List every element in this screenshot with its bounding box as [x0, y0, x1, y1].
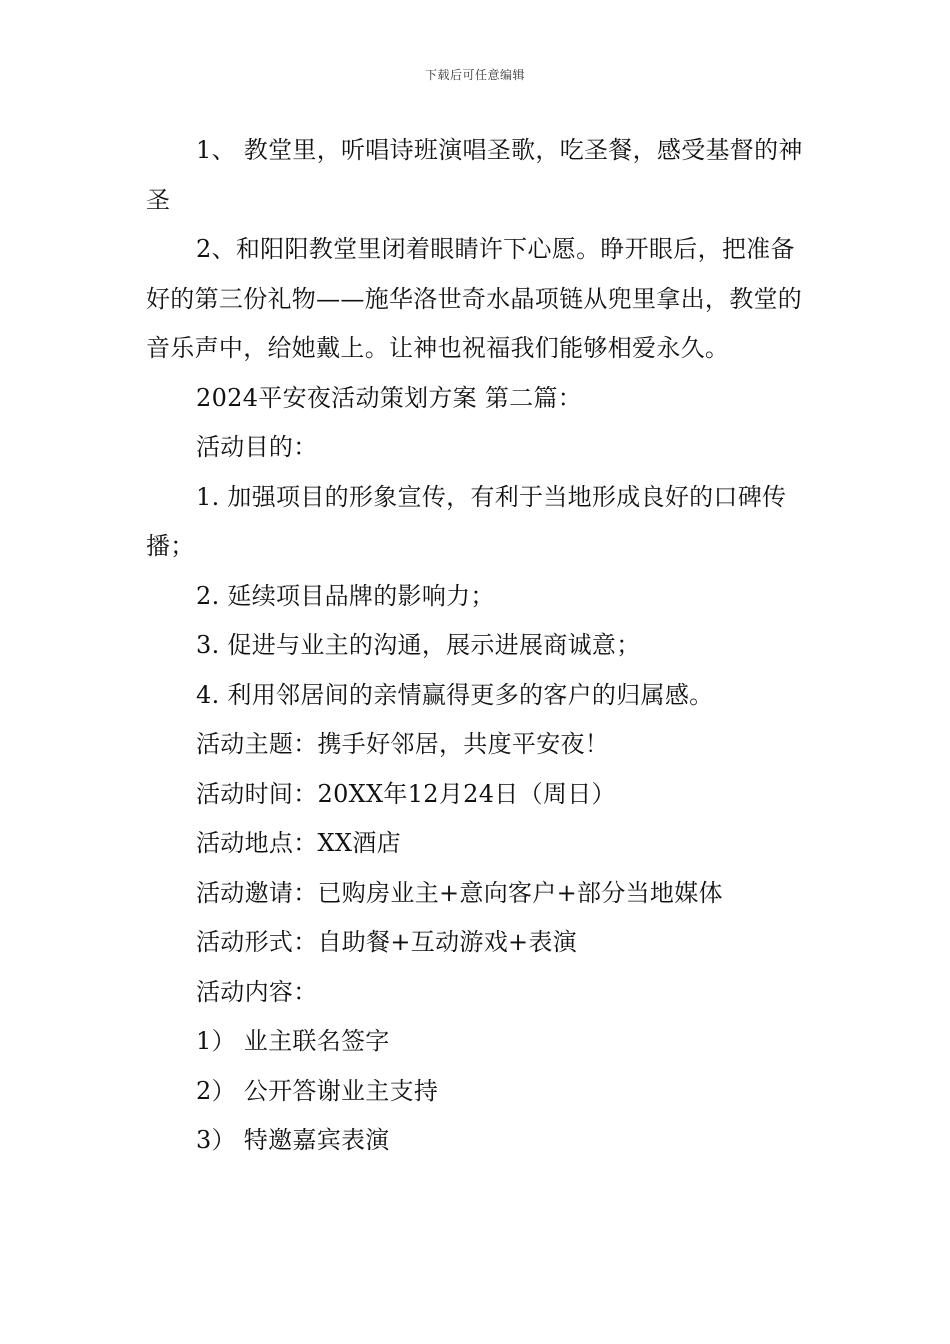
document-body — [146, 126, 812, 1166]
purpose-item-1: 1. 加强项目的形象宣传，有利于当地形成良好的口碑传播； — [146, 482, 787, 560]
activity-theme: 活动主题：携手好邻居，共度平安夜！ — [196, 730, 610, 758]
purpose-heading: 活动目的： — [196, 433, 318, 461]
section-heading: 2024平安夜活动策划方案 第二篇： — [196, 383, 583, 412]
purpose-item-2: 2. 延续项目品牌的影响力； — [196, 581, 495, 610]
paragraph-1: 1、 教堂里，听唱诗班演唱圣歌，吃圣餐，感受基督的神圣 — [146, 136, 803, 214]
content-item-3: 3） 特邀嘉宾表演 — [196, 1126, 390, 1154]
content-item-2: 2） 公开答谢业主支持 — [196, 1076, 439, 1105]
purpose-item-3: 3. 促进与业主的沟通，展示进展商诚意； — [196, 631, 641, 659]
paragraph-2: 2、和阳阳教堂里闭着眼睛许下心愿。睁开眼后，把准备好的第三份礼物——施华洛世奇水晶项链从兜里拿出，教堂的音乐声中，给她戴上。让神也祝福我们能够相爱永久。 — [146, 235, 803, 362]
content-item-1: 1） 业主联名签字 — [196, 1027, 390, 1055]
activity-location: 活动地点：XX酒店 — [196, 829, 401, 857]
purpose-item-4: 4. 利用邻居间的亲情赢得更多的客户的归属感。 — [196, 680, 714, 709]
activity-invitees: 活动邀请：已购房业主+意向客户+部分当地媒体 — [196, 878, 723, 907]
activity-format: 活动形式：自助餐+互动游戏+表演 — [196, 928, 578, 956]
content-heading: 活动内容： — [196, 977, 318, 1006]
page-header: 下载后可任意编辑 — [424, 68, 525, 82]
activity-time: 活动时间：20XX年12月24日（周日） — [196, 779, 616, 808]
